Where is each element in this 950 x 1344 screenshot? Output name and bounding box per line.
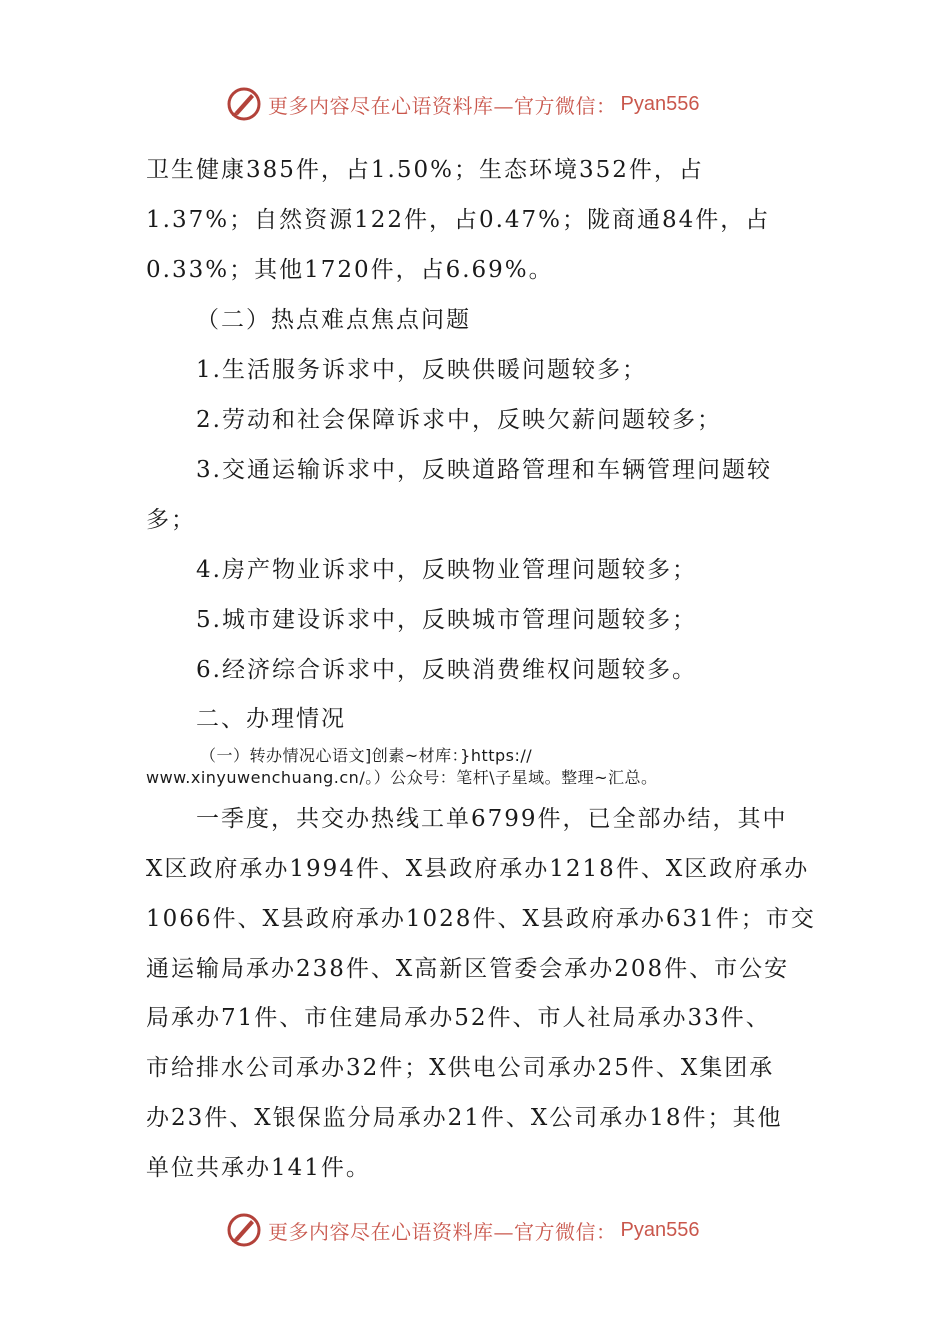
- pen-logo-icon: [226, 1212, 262, 1248]
- inserted-note-line: （一）转办情况心语文]创素~材库：}https://: [200, 746, 533, 765]
- paragraph-line: 市给排水公司承办32件；X供电公司承办25件、X集团承: [146, 1055, 775, 1081]
- paragraph-line: X区政府承办1994件、X县政府承办1218件、X区政府承办: [146, 856, 810, 882]
- banner-wechat-id: Pyan556: [620, 92, 700, 115]
- text-line: 卫生健康385件，占1.50%；生态环境352件，占: [146, 157, 704, 183]
- text-line: 1.37%；自然资源122件，占0.47%；陇商通84件，占: [146, 207, 771, 233]
- list-item: 2.劳动和社会保障诉求中，反映欠薪问题较多；: [196, 407, 722, 433]
- header-banner: [226, 84, 699, 124]
- list-item: 4.房产物业诉求中，反映物业管理问题较多；: [196, 557, 697, 583]
- banner-text: 更多内容尽在心语资料库—官方微信：: [268, 1219, 617, 1244]
- list-item: 3.交通运输诉求中，反映道路管理和车辆管理问题较: [196, 457, 772, 483]
- footer-banner: [226, 1210, 699, 1250]
- list-item: 5.城市建设诉求中，反映城市管理问题较多；: [196, 607, 697, 633]
- section-heading: 二、办理情况: [196, 706, 346, 732]
- list-item: 6.经济综合诉求中，反映消费维权问题较多。: [196, 657, 697, 683]
- paragraph-line: 局承办71件、市住建局承办52件、市人社局承办33件、: [146, 1005, 771, 1031]
- list-item-continuation: 多；: [146, 507, 196, 533]
- paragraph-line: 一季度，共交办热线工单6799件，已全部办结，其中: [196, 806, 788, 832]
- banner-text: 更多内容尽在心语资料库—官方微信：: [268, 93, 617, 118]
- text-line: 0.33%；其他1720件，占6.69%。: [146, 257, 554, 283]
- paragraph-line: 办23件、X银保监分局承办21件、X公司承办18件；其他: [146, 1105, 783, 1131]
- paragraph-line: 单位共承办141件。: [146, 1155, 371, 1181]
- pen-logo-icon: [226, 86, 262, 122]
- inserted-note-line: www.xinyuwenchuang.cn/。）公众号：笔杆\子星域。整理~汇总。: [146, 768, 658, 787]
- section-heading: （二）热点难点焦点问题: [196, 307, 471, 333]
- paragraph-line: 1066件、X县政府承办1028件、X县政府承办631件；市交: [146, 906, 816, 932]
- paragraph-line: 通运输局承办238件、X高新区管委会承办208件、市公安: [146, 956, 790, 982]
- list-item: 1.生活服务诉求中，反映供暖问题较多；: [196, 357, 647, 383]
- banner-wechat-id: Pyan556: [620, 1218, 700, 1241]
